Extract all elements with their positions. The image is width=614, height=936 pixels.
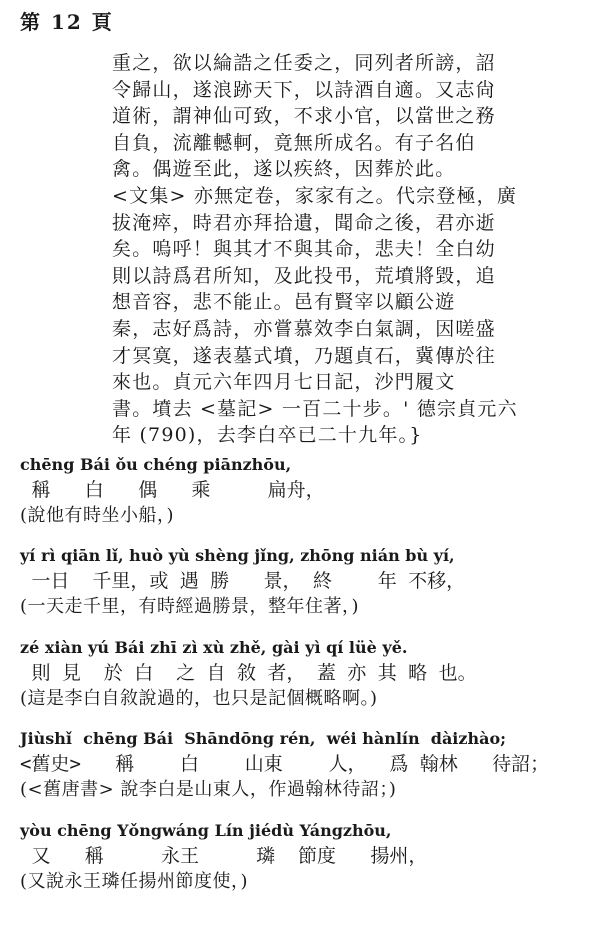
translation-line: (這是李白自敘說過的，也只是記個概略啊。) xyxy=(20,688,378,709)
commentary-line: 書。墳去 <墓記> 一百二十步。' 德宗貞元六 xyxy=(112,397,518,420)
commentary-line: 來也。貞元六年四月七日記，沙門履文 xyxy=(112,371,456,394)
commentary-line: 重之，欲以綸誥之任委之，同列者所謗，詔 xyxy=(112,52,496,74)
chinese-line: 一日 千里，或 遇 勝 景， 終 年 不移， xyxy=(20,570,466,592)
chinese-line: 稱 白 偶 乘 扁舟， xyxy=(20,479,325,501)
pinyin-line: chēng Bái ǒu chéng piānzhōu, xyxy=(20,455,292,474)
commentary-line: 才冥寞，遂表墓式墳，乃題貞石，冀傳於往 xyxy=(112,344,496,367)
chinese-line: 則 見 於 白 之 自 敘 者， 蓋 亦 其 略 也。 xyxy=(20,662,477,684)
chinese-line: <舊史> 稱 白 山東 人， 爲 翰林 待詔； xyxy=(20,753,550,775)
pinyin-line: zé xiàn yú Bái zhī zì xù zhě, gài yì qí lüè yě. xyxy=(20,638,408,657)
commentary-line: 禽。偶遊至此，遂以疾終，因葬於此。 xyxy=(112,158,456,181)
verse-group xyxy=(20,452,600,529)
pinyin-line: Jiùshǐ chēng Bái Shāndōng rén, wéi hànlín dàizhào; xyxy=(20,729,507,748)
commentary-line: 年 (790)，去李白卒已二十九年。} xyxy=(112,424,423,447)
chinese-line: 又 稱 永王 璘 節度 揚州， xyxy=(20,845,428,867)
pinyin-line: yí rì qiān lǐ, huò yù shèng jǐng, zhōng nián bù yí, xyxy=(20,546,455,565)
verse-group xyxy=(20,635,600,712)
commentary-line: 拔淹瘁，時君亦拜拾遺，聞命之後，君亦逝 xyxy=(112,211,496,234)
commentary-line: 自負，流離轗軻，竟無所成名。有子名伯 xyxy=(112,131,476,154)
translation-line: (又說永王璘任揚州節度使，) xyxy=(20,871,249,892)
translation-line: (說他有時坐小船，) xyxy=(20,505,175,526)
commentary-line: 道術，謂神仙可致，不求小官，以當世之務 xyxy=(112,105,496,128)
commentary-line: 想音容，悲不能止。邑有賢宰以顧公遊 xyxy=(112,291,456,314)
translation-line: (<舊唐書> 說李白是山東人，作過翰林待詔；) xyxy=(20,779,397,800)
commentary-block xyxy=(112,50,598,449)
page-number: 第 12 頁 xyxy=(20,10,114,34)
commentary-line: 秦，志好爲詩，亦嘗慕效李白氣調，因嗟盛 xyxy=(112,317,496,340)
pinyin-line: yòu chēng Yǒngwáng Lín jiédù Yángzhōu, xyxy=(20,821,392,840)
commentary-line: <文集> 亦無定卷，家家有之。代宗登極，廣 xyxy=(112,184,518,207)
commentary-line: 矣。嗚呼！與其才不與其命，悲夫！全白幼 xyxy=(112,238,496,261)
commentary-line: 則以詩爲君所知，及此投弔，荒墳將毀，追 xyxy=(112,264,496,287)
commentary-line: 令歸山，遂浪跡天下，以詩酒自適。又志尙 xyxy=(112,78,496,101)
verse-group xyxy=(20,726,600,803)
verse-group xyxy=(20,543,600,620)
translation-line: (一天走千里，有時經過勝景，整年住著，) xyxy=(20,596,360,617)
verse-group xyxy=(20,818,600,895)
